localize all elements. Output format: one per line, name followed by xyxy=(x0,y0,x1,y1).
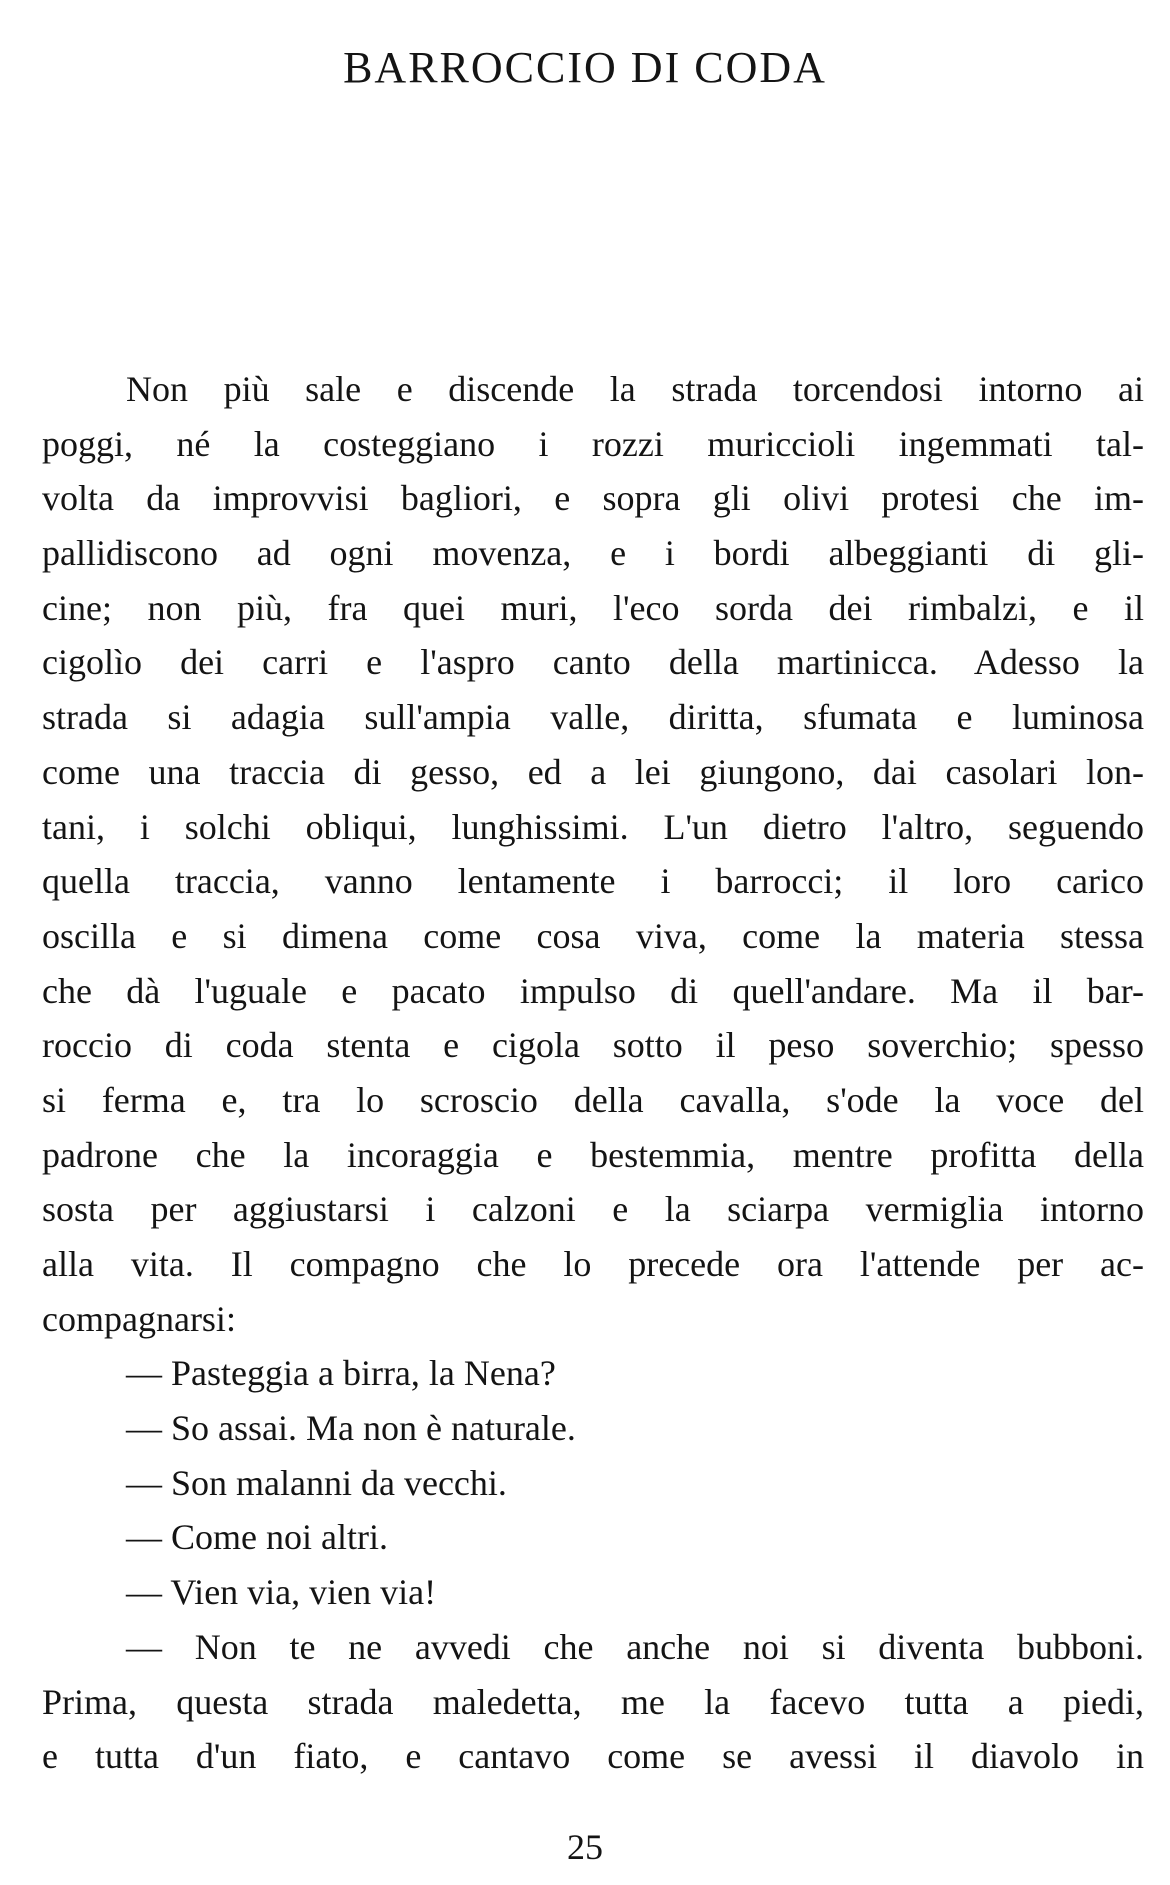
text-line: compagnarsi: xyxy=(42,1298,236,1339)
text-line: si ferma e, tra lo scroscio della cavalla, s'ode la voce del xyxy=(42,1079,1144,1120)
body-text xyxy=(42,362,1144,1784)
text-line: come una traccia di gesso, ed a lei giungono, dai casolari lon- xyxy=(42,751,1144,792)
dialogue-line: — Come noi altri. xyxy=(126,1517,388,1558)
text-line: Non più sale e discende la strada torcendosi intorno ai xyxy=(126,369,1144,409)
text-line: cine; non più, fra quei muri, l'eco sorda dei rimbalzi, e il xyxy=(42,587,1144,628)
text-line: sosta per aggiustarsi i calzoni e la sciarpa vermiglia intorno xyxy=(42,1189,1144,1230)
dialogue-line: — Pasteggia a birra, la Nena? xyxy=(126,1353,556,1394)
text-line: oscilla e si dimena come cosa viva, come la materia stessa xyxy=(42,915,1144,956)
dialogue-line: — Non te ne avvedi che anche noi si diventa bubboni. xyxy=(126,1626,1144,1667)
text-line: alla vita. Il compagno che lo precede ora l'attende per ac- xyxy=(42,1244,1144,1284)
text-line: Prima, questa strada maledetta, me la facevo tutta a piedi, xyxy=(42,1681,1144,1722)
dialogue-line: — So assai. Ma non è naturale. xyxy=(126,1408,576,1449)
text-line: poggi, né la costeggiano i rozzi muriccioli ingemmati tal- xyxy=(42,423,1144,464)
text-line: che dà l'uguale e pacato impulso di quell'andare. Ma il bar- xyxy=(42,970,1144,1011)
dialogue-line: — Son malanni da vecchi. xyxy=(126,1462,507,1503)
chapter-title: BARROCCIO DI CODA xyxy=(343,43,827,92)
text-line: cigolìo dei carri e l'aspro canto della martinicca. Adesso la xyxy=(42,642,1144,683)
dialogue-line: — Vien via, vien via! xyxy=(126,1572,437,1613)
text-line: pallidiscono ad ogni movenza, e i bordi albeggianti di gli- xyxy=(42,533,1144,574)
text-line: strada si adagia sull'ampia valle, diritta, sfumata e luminosa xyxy=(42,697,1144,738)
text-line: tani, i solchi obliqui, lunghissimi. L'un dietro l'altro, seguendo xyxy=(42,806,1144,847)
text-line: roccio di coda stenta e cigola sotto il peso soverchio; spesso xyxy=(42,1025,1144,1066)
text-line: volta da improvvisi bagliori, e sopra gli olivi protesi che im- xyxy=(42,478,1144,519)
text-line: quella traccia, vanno lentamente i barrocci; il loro carico xyxy=(42,861,1144,902)
text-line: e tutta d'un fiato, e cantavo come se avessi il diavolo in xyxy=(42,1736,1144,1777)
page-number: 25 xyxy=(567,1827,603,1867)
text-line: padrone che la incoraggia e bestemmia, mentre profitta della xyxy=(42,1134,1144,1175)
